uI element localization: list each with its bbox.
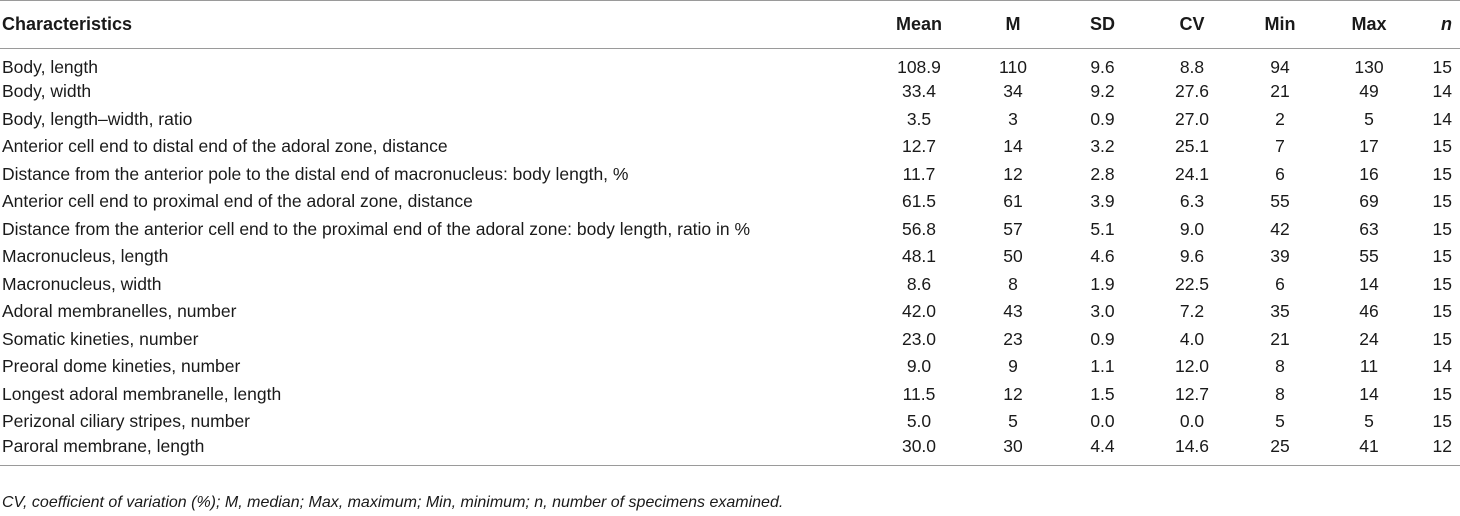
cell-characteristic: Macronucleus, width — [2, 273, 162, 294]
table-row — [0, 353, 1460, 381]
header-max: Max — [1351, 14, 1387, 34]
cell-cv: 12.7 — [1174, 383, 1210, 404]
table-row — [0, 161, 1460, 189]
header-row — [0, 1, 1460, 49]
cell-mean: 56.8 — [901, 218, 937, 239]
cell-max: 41 — [1359, 435, 1379, 456]
cell-min: 8 — [1275, 383, 1285, 404]
cell-n: 15 — [1432, 273, 1452, 294]
cell-min: 7 — [1275, 136, 1285, 157]
cell-sd: 3.0 — [1090, 301, 1115, 322]
cell-characteristic: Distance from the anterior cell end to the proximal end of the adoral zone: body length, ratio in % — [2, 218, 751, 239]
cell-characteristic: Somatic kineties, number — [2, 328, 199, 349]
cell-cv: 27.6 — [1174, 81, 1210, 102]
cell-n: 15 — [1432, 383, 1452, 404]
cell-cv: 25.1 — [1174, 136, 1210, 157]
cell-sd: 5.1 — [1090, 218, 1115, 239]
cell-min: 55 — [1270, 191, 1290, 212]
cell-median: 3 — [1008, 108, 1018, 129]
cell-mean: 108.9 — [897, 57, 941, 77]
table-row — [0, 49, 1460, 79]
cell-median: 34 — [1003, 81, 1023, 102]
cell-mean: 61.5 — [901, 191, 937, 212]
cell-sd: 2.8 — [1090, 163, 1115, 184]
cell-n: 15 — [1432, 246, 1452, 267]
table-row — [0, 133, 1460, 161]
cell-min: 25 — [1270, 435, 1290, 456]
cell-min: 6 — [1275, 163, 1285, 184]
header-n: n — [1441, 14, 1452, 34]
cell-cv: 4.0 — [1179, 328, 1205, 349]
table-row — [0, 243, 1460, 271]
cell-min: 8 — [1275, 356, 1285, 377]
cell-median: 14 — [1003, 136, 1023, 157]
cell-max: 11 — [1359, 356, 1379, 377]
cell-max: 69 — [1359, 191, 1379, 212]
cell-n: 14 — [1432, 81, 1452, 102]
cell-sd: 9.6 — [1090, 57, 1115, 77]
cell-mean: 48.1 — [901, 246, 937, 267]
cell-min: 39 — [1270, 246, 1290, 267]
cell-characteristic: Longest adoral membranelle, length — [2, 383, 282, 404]
cell-max: 14 — [1359, 273, 1379, 294]
cell-sd: 0.9 — [1090, 328, 1115, 349]
cell-median: 23 — [1003, 328, 1023, 349]
cell-characteristic: Preoral dome kineties, number — [2, 356, 241, 377]
cell-max: 16 — [1359, 163, 1379, 184]
cell-characteristic: Distance from the anterior pole to the distal end of macronucleus: body length, % — [2, 163, 629, 184]
cell-min: 5 — [1275, 411, 1285, 432]
cell-median: 61 — [1003, 191, 1023, 212]
header-characteristics: Characteristics — [2, 14, 133, 34]
cell-max: 24 — [1359, 328, 1379, 349]
cell-max: 55 — [1359, 246, 1379, 267]
cell-n: 15 — [1432, 57, 1452, 77]
cell-sd: 3.9 — [1090, 191, 1115, 212]
table-row — [0, 436, 1460, 466]
cell-min: 2 — [1275, 108, 1285, 129]
header-mean: Mean — [895, 14, 942, 34]
cell-n: 12 — [1432, 435, 1452, 456]
cell-median: 30 — [1003, 435, 1023, 456]
cell-mean: 33.4 — [901, 81, 937, 102]
cell-mean: 30.0 — [901, 435, 937, 456]
cell-max: 5 — [1364, 108, 1374, 129]
table-row — [0, 106, 1460, 134]
cell-n: 15 — [1432, 411, 1452, 432]
header-min: Min — [1264, 14, 1296, 34]
cell-sd: 1.1 — [1090, 356, 1115, 377]
cell-characteristic: Body, width — [2, 81, 92, 102]
cell-sd: 4.6 — [1090, 246, 1115, 267]
cell-characteristic: Body, length–width, ratio — [2, 108, 193, 129]
table-row — [0, 381, 1460, 409]
cell-max: 17 — [1359, 136, 1379, 157]
cell-cv: 22.5 — [1174, 273, 1210, 294]
cell-characteristic: Macronucleus, length — [2, 246, 169, 267]
cell-n: 15 — [1432, 218, 1452, 239]
cell-median: 8 — [1008, 273, 1018, 294]
cell-max: 5 — [1364, 411, 1374, 432]
table-row — [0, 326, 1460, 354]
table-row — [0, 78, 1460, 106]
cell-max: 63 — [1359, 218, 1379, 239]
cell-min: 21 — [1270, 81, 1290, 102]
cell-sd: 9.2 — [1090, 81, 1115, 102]
cell-median: 50 — [1003, 246, 1023, 267]
cell-n: 15 — [1432, 191, 1452, 212]
cell-characteristic: Body, length — [2, 57, 98, 77]
cell-n: 15 — [1432, 163, 1452, 184]
table-header — [0, 1, 1460, 49]
cell-n: 14 — [1432, 108, 1452, 129]
cell-min: 42 — [1270, 218, 1290, 239]
cell-mean: 9.0 — [906, 356, 932, 377]
cell-max: 46 — [1359, 301, 1379, 322]
cell-min: 6 — [1275, 273, 1285, 294]
cell-cv: 9.6 — [1179, 246, 1205, 267]
table-row — [0, 271, 1460, 299]
cell-sd: 1.5 — [1090, 383, 1115, 404]
cell-cv: 14.6 — [1174, 435, 1210, 456]
cell-sd: 3.2 — [1090, 136, 1115, 157]
cell-sd: 0.9 — [1090, 108, 1115, 129]
cell-median: 57 — [1003, 218, 1023, 239]
cell-cv: 27.0 — [1174, 108, 1210, 129]
header-sd: SD — [1089, 14, 1115, 34]
cell-characteristic: Perizonal ciliary stripes, number — [2, 411, 251, 432]
cell-median: 43 — [1003, 301, 1023, 322]
cell-characteristic: Anterior cell end to distal end of the adoral zone, distance — [2, 136, 448, 157]
cell-cv: 12.0 — [1174, 356, 1210, 377]
cell-median: 12 — [1003, 383, 1023, 404]
cell-cv: 9.0 — [1179, 218, 1205, 239]
cell-mean: 12.7 — [901, 136, 937, 157]
cell-cv: 6.3 — [1179, 191, 1205, 212]
table-footnote: CV, coefficient of variation (%); M, median; Max, maximum; Min, minimum; n, number of specimens examined. — [2, 494, 784, 511]
cell-mean: 8.6 — [906, 273, 932, 294]
cell-min: 94 — [1270, 57, 1290, 77]
cell-mean: 11.7 — [902, 163, 936, 184]
cell-max: 49 — [1359, 81, 1379, 102]
cell-cv: 7.2 — [1179, 301, 1205, 322]
cell-n: 15 — [1432, 328, 1452, 349]
header-median: M — [1005, 14, 1021, 34]
cell-mean: 42.0 — [901, 301, 937, 322]
cell-median: 12 — [1003, 163, 1023, 184]
cell-n: 15 — [1432, 136, 1452, 157]
cell-median: 5 — [1008, 411, 1018, 432]
cell-cv: 0.0 — [1179, 411, 1205, 432]
table-row — [0, 408, 1460, 436]
cell-cv: 24.1 — [1174, 163, 1210, 184]
cell-characteristic: Paroral membrane, length — [2, 435, 205, 456]
header-cv: CV — [1179, 14, 1205, 34]
cell-n: 14 — [1432, 356, 1452, 377]
cell-min: 21 — [1270, 328, 1290, 349]
cell-characteristic: Adoral membranelles, number — [2, 301, 237, 322]
cell-median: 110 — [999, 57, 1027, 77]
cell-max: 130 — [1354, 57, 1384, 77]
cell-median: 9 — [1008, 356, 1018, 377]
table-body — [0, 49, 1460, 466]
cell-max: 14 — [1359, 383, 1379, 404]
table-row — [0, 188, 1460, 216]
cell-sd: 0.0 — [1090, 411, 1115, 432]
cell-sd: 4.4 — [1090, 435, 1115, 456]
cell-n: 15 — [1432, 301, 1452, 322]
cell-sd: 1.9 — [1090, 273, 1115, 294]
cell-mean: 5.0 — [906, 411, 932, 432]
cell-mean: 3.5 — [906, 108, 932, 129]
cell-min: 35 — [1270, 301, 1290, 322]
cell-mean: 23.0 — [901, 328, 937, 349]
table-row — [0, 216, 1460, 244]
table-row — [0, 298, 1460, 326]
cell-characteristic: Anterior cell end to proximal end of the adoral zone, distance — [2, 191, 473, 212]
cell-cv: 8.8 — [1179, 57, 1205, 77]
cell-mean: 11.5 — [902, 383, 936, 404]
